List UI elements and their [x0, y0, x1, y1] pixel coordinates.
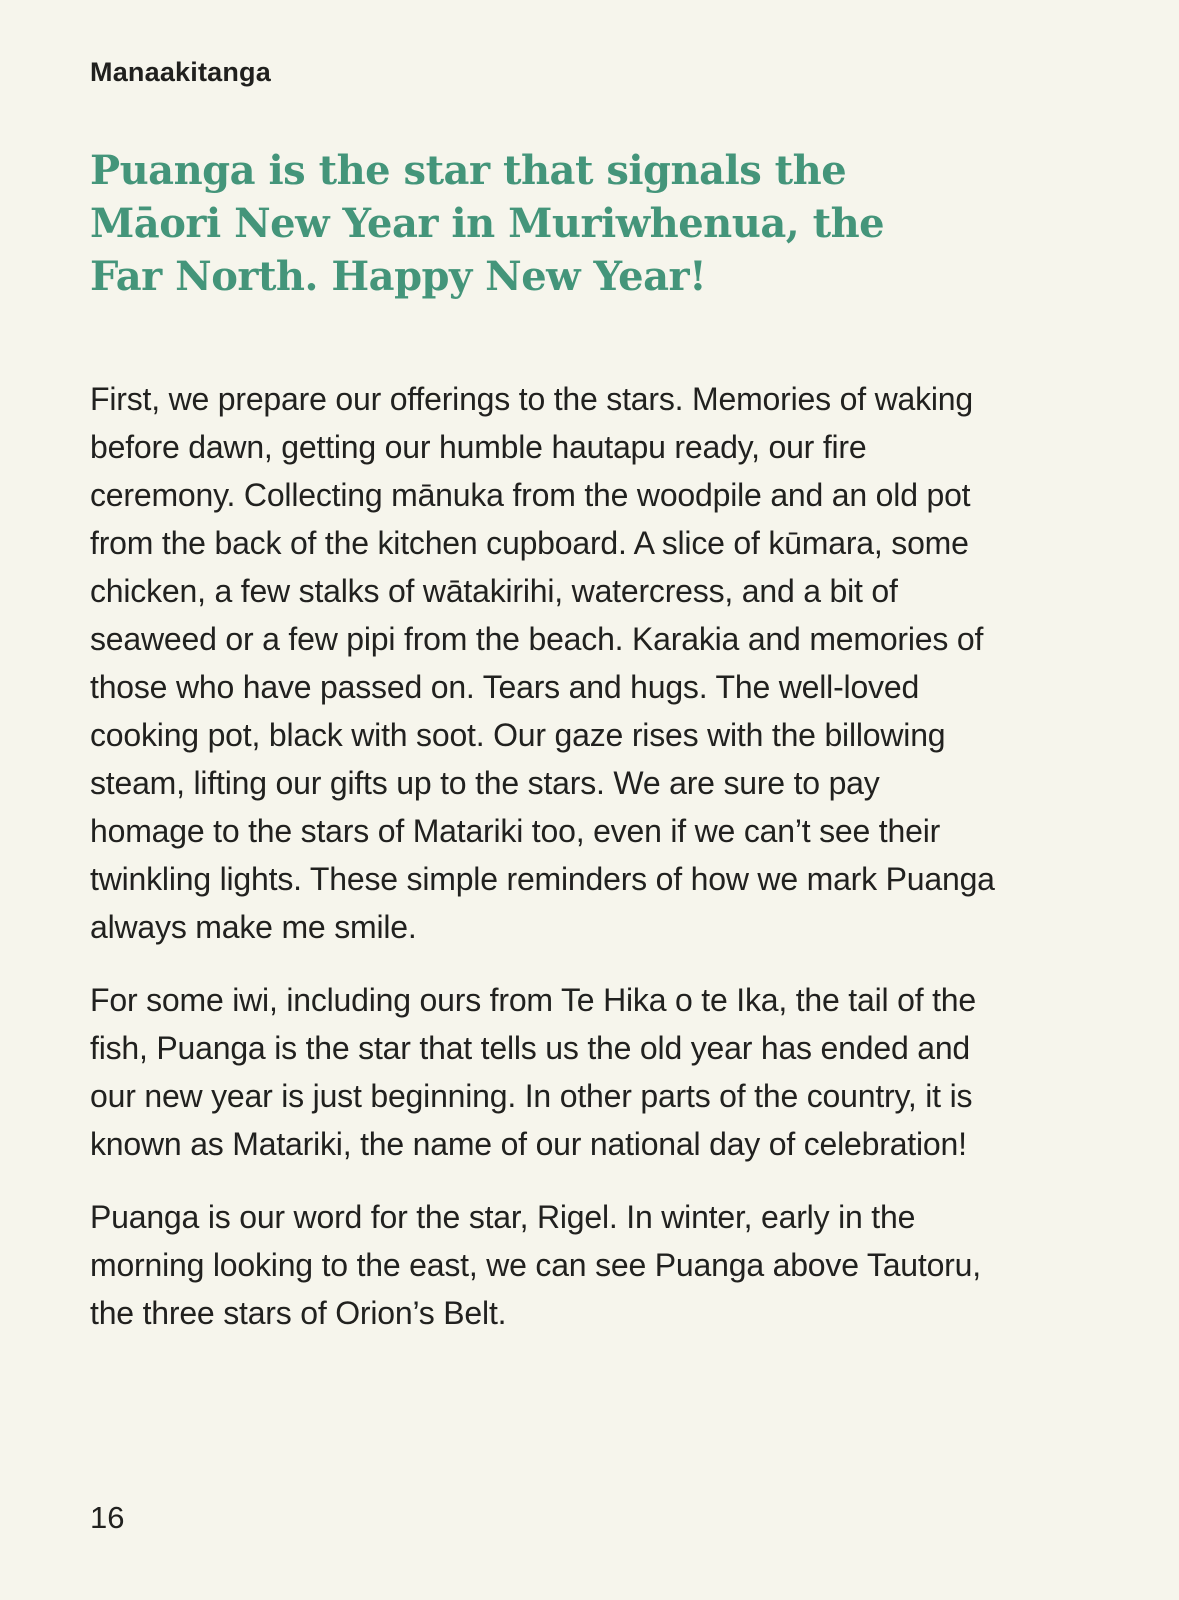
- heading-line-2: Māori New Year in Muriwhenua, the: [90, 200, 885, 247]
- body-text: [90, 375, 1000, 1337]
- page-number: 16: [90, 1500, 125, 1535]
- body-paragraph-3: Puanga is our word for the star, Rigel. In winter, early in the morning looking to the east, we can see Puanga above Tautoru, the three stars of Orion’s Belt.: [90, 1199, 981, 1331]
- page-heading: [90, 144, 999, 303]
- section-label: Manaakitanga: [90, 57, 271, 87]
- body-paragraph-1: First, we prepare our offerings to the stars. Memories of waking before dawn, getting our humble hautapu ready, our fire ceremony. Collecting mānuka from the woodpile and an old pot from the back of the kitchen cupboard. A slice of kūmara, some chicken, a few stalks of wātakirihi, watercress, and a bit of seaweed or a few pipi from the beach. Karakia and memories of those who have passed on. Tears and hugs. The well-loved cooking pot, black with soot. Our gaze rises with the billowing steam, lifting our gifts up to the stars. We are sure to pay homage to the stars of Matariki too, even if we can’t see their twinkling lights. These simple reminders of how we mark Puanga always make me smile.: [90, 381, 995, 945]
- body-paragraph-2: For some iwi, including ours from Te Hika o te Ika, the tail of the fish, Puanga is the star that tells us the old year has ended and our new year is just beginning. In other parts of the country, it is known as Matariki, the name of our national day of celebration!: [90, 982, 976, 1162]
- heading-line-3: Far North. Happy New Year!: [90, 253, 707, 300]
- heading-line-1: Puanga is the star that signals the: [90, 147, 847, 194]
